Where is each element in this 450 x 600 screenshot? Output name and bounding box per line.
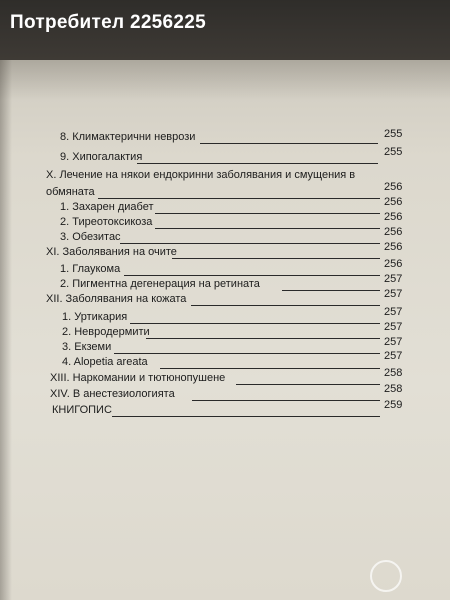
toc-entry-label: 1. Уртикария	[62, 311, 128, 323]
toc-entry-label: 8. Климактерични неврози	[60, 131, 196, 143]
toc-entry-page: 255	[384, 128, 403, 140]
toc-leader-line	[155, 213, 380, 214]
toc-entry-page: 256	[384, 181, 403, 193]
toc-entry-label: КНИГОПИС	[52, 404, 112, 416]
toc-entry-page: 257	[384, 306, 403, 318]
toc-entry-page: 258	[384, 367, 403, 379]
user-banner	[0, 0, 450, 60]
toc-leader-line	[130, 323, 380, 324]
toc-entry-label: 2. Тиреотоксикоза	[60, 216, 153, 228]
toc-leader-line	[124, 275, 380, 276]
toc-leader-line	[191, 305, 380, 306]
toc-leader-line	[236, 384, 380, 385]
toc-entry-label: XIII. Наркомании и тютюнопушене	[50, 372, 226, 384]
watermark-logo-icon	[370, 560, 402, 592]
toc-leader-line	[155, 228, 380, 229]
toc-entry-page: 257	[384, 288, 403, 300]
user-title: Потребител 2256225	[10, 12, 207, 33]
toc-leader-line	[146, 338, 380, 339]
toc-leader-line	[192, 400, 380, 401]
toc-entry-label: 2. Пигментна дегенерация на ретината	[60, 278, 260, 290]
toc-entry-page: 256	[384, 258, 403, 270]
toc-entry-page: 257	[384, 321, 403, 333]
toc-entry-page: 255	[384, 146, 403, 158]
toc-leader-line	[120, 243, 380, 244]
toc-leader-line	[112, 416, 380, 417]
toc-entry-page: 259	[384, 399, 403, 411]
toc-entry-page: 256	[384, 226, 403, 238]
toc-entry-label: 3. Екземи	[62, 341, 112, 353]
toc-leader-line	[200, 143, 378, 144]
toc-entry-page: 256	[384, 241, 403, 253]
toc-entry-page: 256	[384, 211, 403, 223]
page-shadow-left	[0, 60, 12, 600]
toc-entry-label: 3. Обезитас	[60, 231, 121, 243]
toc-entry-label: 1. Глаукома	[60, 263, 121, 275]
toc-entry-label: 4. Alopetia areata	[62, 356, 148, 368]
toc-leader-line	[172, 258, 380, 259]
toc-entry-label: X. Лечение на някои ендокринни заболявания и смущения в	[46, 169, 356, 181]
toc-entry-label: 2. Невродермити	[62, 326, 150, 338]
toc-entry-page: 257	[384, 336, 403, 348]
page-shadow-top	[0, 60, 450, 100]
toc-leader-line	[114, 353, 380, 354]
toc-leader-line	[98, 198, 380, 199]
toc-entry-page: 257	[384, 350, 403, 362]
toc-entry-label: XI. Заболявания на очите	[46, 246, 177, 258]
toc-entry-page: 257	[384, 273, 403, 285]
toc-entry-page: 258	[384, 383, 403, 395]
toc-entry-label: XIV. В анестезиологията	[50, 388, 175, 400]
toc-leader-line	[137, 163, 378, 164]
toc-entry-label: 1. Захарен диабет	[60, 201, 154, 213]
toc-entry-label: XII. Заболявания на кожата	[46, 293, 187, 305]
toc-leader-line	[282, 290, 380, 291]
toc-entry-label: обмяната	[46, 186, 95, 198]
toc-entry-label: 9. Хипогалактия	[60, 151, 143, 163]
toc-entry-page: 256	[384, 196, 403, 208]
toc-leader-line	[160, 368, 380, 369]
